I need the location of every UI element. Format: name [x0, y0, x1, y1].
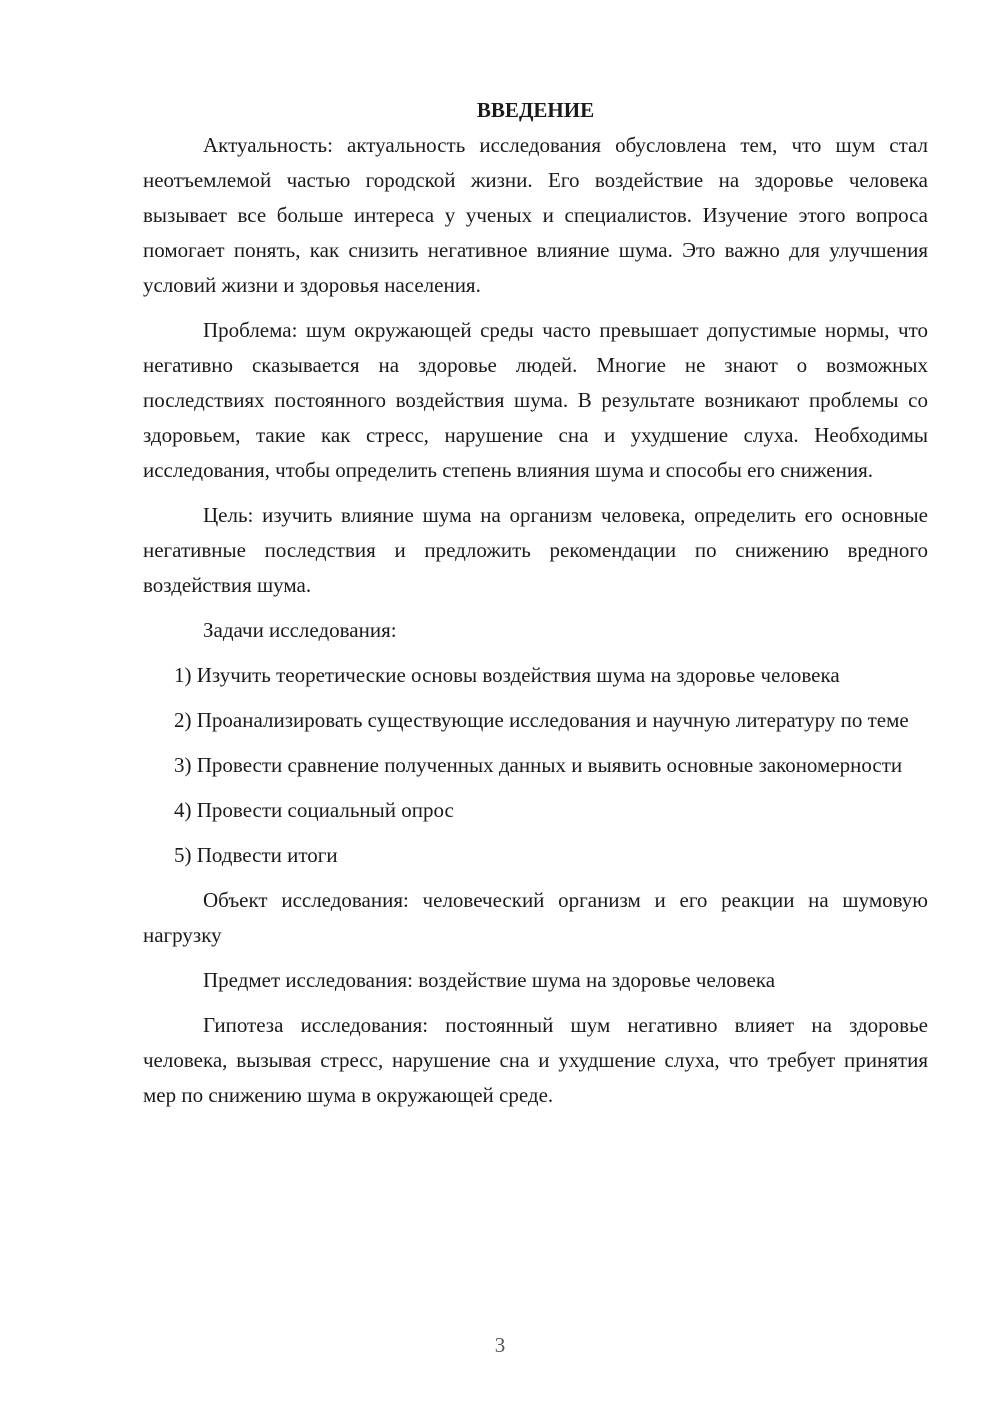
task-item-1: 1) Изучить теоретические основы воздействия шума на здоровье человека: [174, 663, 840, 687]
task-item-3: 3) Провести сравнение полученных данных и выявить основные закономерности: [174, 753, 903, 777]
paragraph-subject: Предмет исследования: воздействие шума на здоровье человека: [203, 968, 776, 992]
paragraph-tasks-heading: Задачи исследования:: [203, 618, 397, 642]
page-number: 3: [494, 1333, 506, 1357]
paragraph-hypothesis: Гипотеза исследования: постоянный шум негативно влияет на здоровье человека, вызывая стресс, нарушение сна и ухудшение слуха, что требует принятия мер по снижению шума в окружающей среде.: [143, 1013, 928, 1107]
paragraph-goal: Цель: изучить влияние шума на организм человека, определить его основные негативные последствия и предложить рекомендации по снижению вредного воздействия шума.: [143, 503, 928, 597]
page-content: [143, 92, 928, 1123]
paragraph-relevance: Актуальность: актуальность исследования обусловлена тем, что шум стал неотъемлемой частью городской жизни. Его воздействие на здоровье человека вызывает все больше интереса у ученых и специалистов. Изучение этого вопроса помогает понять, как снизить негативное влияние шума. Это важно для улучшения условий жизни и здоровья населения.: [143, 133, 928, 297]
task-item-4: 4) Провести социальный опрос: [174, 798, 454, 822]
section-title: ВВЕДЕНИЕ: [476, 98, 595, 122]
paragraph-problem: Проблема: шум окружающей среды часто превышает допустимые нормы, что негативно сказывается на здоровье людей. Многие не знают о возможных последствиях постоянного воздействия шума. В результате возникают проблемы со здоровьем, такие как стресс, нарушение сна и ухудшение слуха. Необходимы исследования, чтобы определить степень влияния шума и способы его снижения.: [143, 318, 928, 482]
task-item-5: 5) Подвести итоги: [174, 843, 338, 867]
task-item-2: 2) Проанализировать существующие исследования и научную литературу по теме: [174, 708, 909, 732]
paragraph-object: Объект исследования: человеческий организм и его реакции на шумовую нагрузку: [143, 888, 928, 947]
